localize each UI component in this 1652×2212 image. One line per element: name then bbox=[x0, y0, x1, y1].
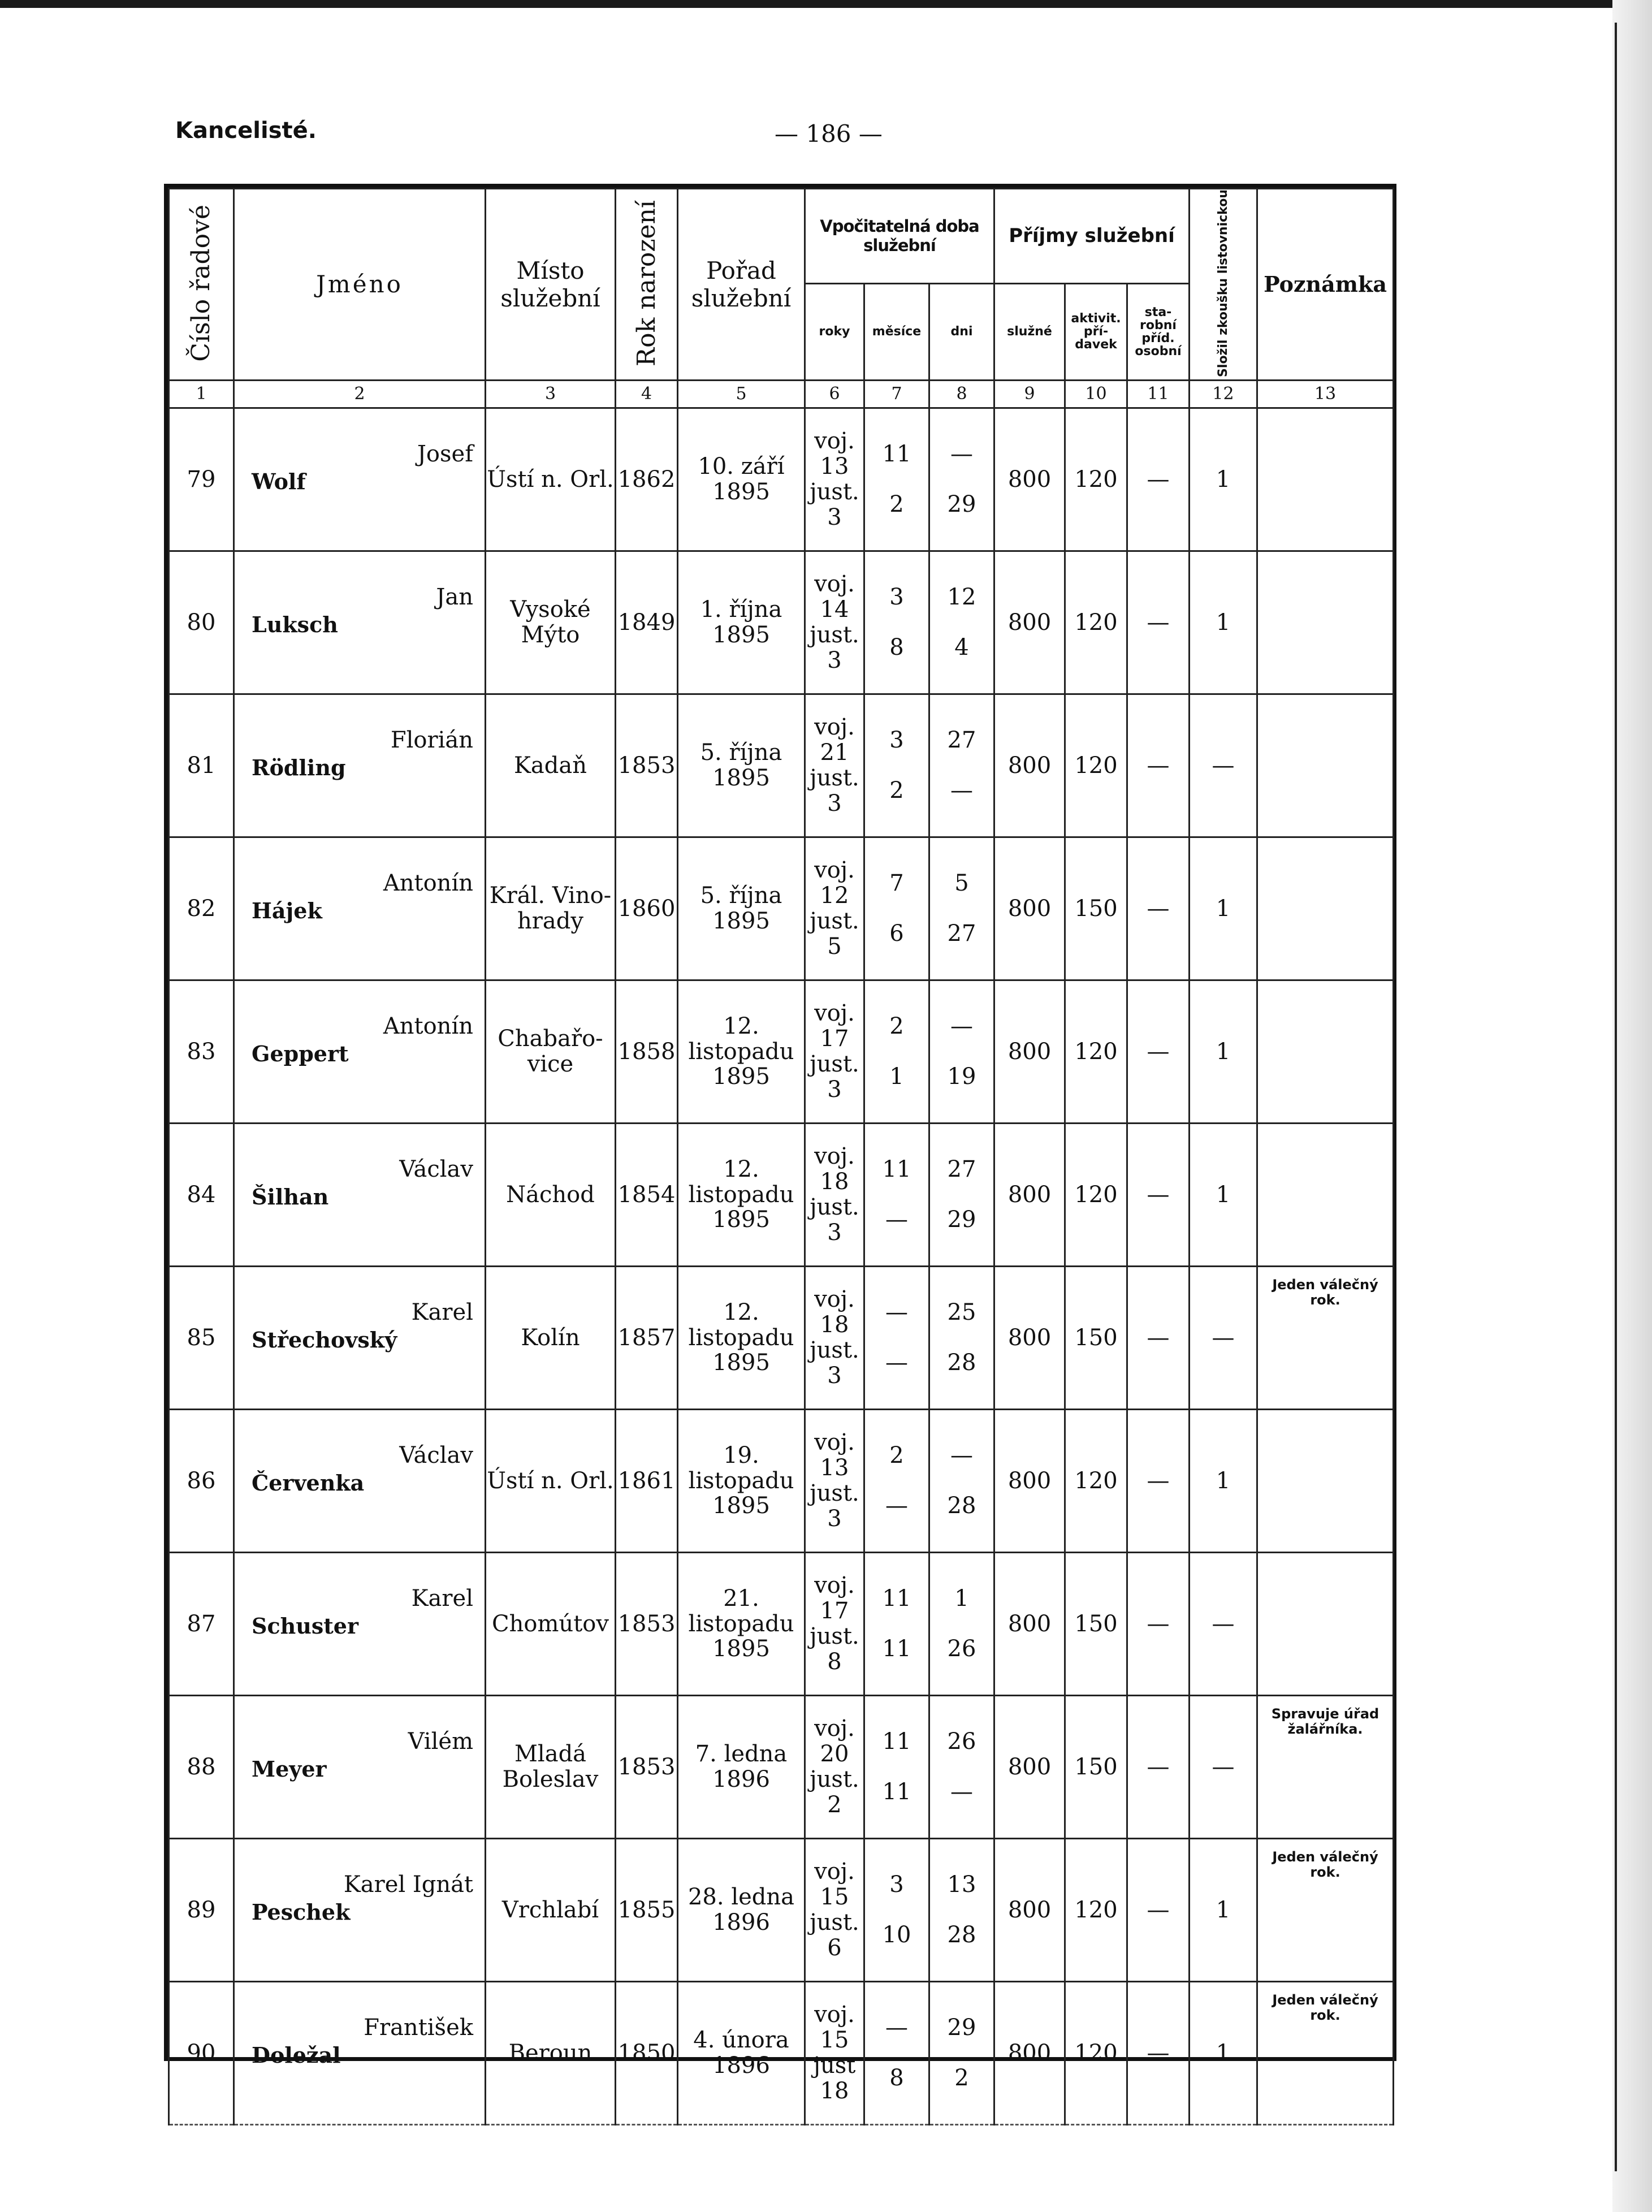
allowance-cell: 120 bbox=[1065, 1838, 1127, 1981]
exam-cell: 1 bbox=[1190, 837, 1257, 980]
salary-cell: 800 bbox=[994, 1552, 1065, 1695]
salary-cell: 800 bbox=[994, 1409, 1065, 1552]
surname: Doležal bbox=[252, 2042, 341, 2068]
surname: Šilhan bbox=[252, 1183, 329, 1209]
table-row bbox=[169, 837, 1394, 980]
note-text: Jeden válečný rok. bbox=[1272, 1848, 1378, 1880]
service-days-cell bbox=[929, 1123, 994, 1266]
header-roky: roky bbox=[805, 283, 864, 380]
name-cell bbox=[234, 980, 486, 1123]
days-justice: 28 bbox=[947, 1492, 976, 1519]
days-military: 12 bbox=[947, 584, 976, 611]
birth-year-cell: 1849 bbox=[616, 551, 678, 694]
name-cell bbox=[234, 694, 486, 837]
salary-cell: 800 bbox=[994, 1695, 1065, 1838]
months-military: 11 bbox=[882, 441, 911, 468]
personal-allowance-cell: — bbox=[1127, 551, 1190, 694]
surname: Hájek bbox=[252, 897, 322, 923]
row-number: 90 bbox=[169, 1981, 234, 2124]
months-military: — bbox=[885, 1299, 908, 1326]
birth-year-cell: 1858 bbox=[616, 980, 678, 1123]
service-months-cell bbox=[864, 1695, 929, 1838]
allowance-cell: 120 bbox=[1065, 1123, 1127, 1266]
table-body bbox=[169, 408, 1394, 2124]
birth-year-cell: 1854 bbox=[616, 1123, 678, 1266]
days-justice: 29 bbox=[947, 1206, 976, 1233]
months-military: 7 bbox=[889, 870, 904, 897]
days-military: 27 bbox=[947, 727, 976, 754]
service-days-cell bbox=[929, 980, 994, 1123]
table-row bbox=[169, 551, 1394, 694]
exam-cell: 1 bbox=[1190, 551, 1257, 694]
given-name: Vilém bbox=[408, 1728, 473, 1755]
header-doba-group: Vpočitatelná doba služební bbox=[805, 189, 994, 284]
row-number: 82 bbox=[169, 837, 234, 980]
note-text: Jeden válečný rok. bbox=[1272, 1276, 1378, 1308]
days-justice: 19 bbox=[947, 1063, 976, 1090]
given-name: Václav bbox=[399, 1442, 473, 1468]
days-military: — bbox=[950, 1013, 973, 1040]
birth-year-cell: 1853 bbox=[616, 694, 678, 837]
service-order-cell: 12. listopadu 1895 bbox=[678, 1123, 805, 1266]
service-years-cell: voj. 21 just. 3 bbox=[805, 694, 864, 837]
surname: Střechovský bbox=[252, 1327, 397, 1353]
service-months-cell bbox=[864, 551, 929, 694]
table-row bbox=[169, 980, 1394, 1123]
birth-year-cell: 1855 bbox=[616, 1838, 678, 1981]
days-justice: 29 bbox=[947, 491, 976, 517]
salary-cell: 800 bbox=[994, 1981, 1065, 2124]
service-months-cell bbox=[864, 408, 929, 551]
row-number: 89 bbox=[169, 1838, 234, 1981]
header-poznamka: Poznámka bbox=[1257, 189, 1394, 381]
salary-cell: 800 bbox=[994, 694, 1065, 837]
place-cell: Ústí n. Orl. bbox=[486, 1409, 616, 1552]
note-cell bbox=[1257, 980, 1394, 1123]
allowance-cell: 150 bbox=[1065, 837, 1127, 980]
column-number: 12 bbox=[1190, 380, 1257, 408]
service-years-cell: voj. 12 just. 5 bbox=[805, 837, 864, 980]
months-military: 11 bbox=[882, 1156, 911, 1183]
personal-allowance-cell: — bbox=[1127, 837, 1190, 980]
service-days-cell bbox=[929, 1552, 994, 1695]
surname: Luksch bbox=[252, 611, 338, 637]
months-justice: 11 bbox=[882, 1778, 911, 1805]
staff-table bbox=[168, 188, 1394, 2125]
months-justice: 1 bbox=[889, 1063, 904, 1090]
salary-cell: 800 bbox=[994, 551, 1065, 694]
salary-cell: 800 bbox=[994, 408, 1065, 551]
service-years-cell: voj. 18 just. 3 bbox=[805, 1266, 864, 1409]
salary-cell: 800 bbox=[994, 1838, 1065, 1981]
header-sluzne: služné bbox=[994, 283, 1065, 380]
given-name: Antonín bbox=[383, 1013, 473, 1039]
surname: Červenka bbox=[252, 1470, 365, 1496]
service-years-cell: voj. 13 just. 3 bbox=[805, 1409, 864, 1552]
column-number: 8 bbox=[929, 380, 994, 408]
service-months-cell bbox=[864, 980, 929, 1123]
surname: Peschek bbox=[252, 1899, 351, 1925]
months-military: 2 bbox=[889, 1442, 904, 1469]
personal-allowance-cell: — bbox=[1127, 1981, 1190, 2124]
column-number: 9 bbox=[994, 380, 1065, 408]
header-aktivni: aktivit. pří- davek bbox=[1065, 283, 1127, 380]
birth-year-cell: 1862 bbox=[616, 408, 678, 551]
scan-edge-right bbox=[1612, 0, 1652, 2212]
name-cell bbox=[234, 1409, 486, 1552]
months-military: 3 bbox=[889, 584, 904, 611]
service-days-cell bbox=[929, 1981, 994, 2124]
name-cell bbox=[234, 1695, 486, 1838]
days-justice: 28 bbox=[947, 1921, 976, 1948]
service-months-cell bbox=[864, 1838, 929, 1981]
table-row bbox=[169, 1981, 1394, 2124]
service-days-cell bbox=[929, 694, 994, 837]
allowance-cell: 120 bbox=[1065, 1981, 1127, 2124]
table-row bbox=[169, 1409, 1394, 1552]
days-justice: 2 bbox=[954, 2064, 969, 2091]
column-number: 11 bbox=[1127, 380, 1190, 408]
months-justice: 10 bbox=[882, 1921, 911, 1948]
row-number: 79 bbox=[169, 408, 234, 551]
surname: Meyer bbox=[252, 1756, 327, 1782]
exam-cell: — bbox=[1190, 1552, 1257, 1695]
personal-allowance-cell: — bbox=[1127, 1695, 1190, 1838]
exam-cell: 1 bbox=[1190, 408, 1257, 551]
personal-allowance-cell: — bbox=[1127, 1552, 1190, 1695]
note-cell bbox=[1257, 1552, 1394, 1695]
row-number: 83 bbox=[169, 980, 234, 1123]
service-months-cell bbox=[864, 1409, 929, 1552]
allowance-cell: 120 bbox=[1065, 551, 1127, 694]
service-years-cell: voj. 15 just. 6 bbox=[805, 1838, 864, 1981]
allowance-cell: 150 bbox=[1065, 1552, 1127, 1695]
months-military: 2 bbox=[889, 1013, 904, 1040]
note-cell bbox=[1257, 1981, 1394, 2124]
name-cell bbox=[234, 1981, 486, 2124]
header-starobni: sta- robní příd. osobní bbox=[1127, 283, 1190, 380]
days-military: — bbox=[950, 441, 973, 468]
allowance-cell: 120 bbox=[1065, 694, 1127, 837]
days-justice: 26 bbox=[947, 1635, 976, 1662]
service-order-cell: 19. listopadu 1895 bbox=[678, 1409, 805, 1552]
days-military: 26 bbox=[947, 1729, 976, 1755]
surname: Wolf bbox=[252, 468, 306, 494]
service-years-cell: voj. 20 just. 2 bbox=[805, 1695, 864, 1838]
exam-cell: — bbox=[1190, 1266, 1257, 1409]
months-justice: 2 bbox=[889, 777, 904, 803]
place-cell: Náchod bbox=[486, 1123, 616, 1266]
column-number: 10 bbox=[1065, 380, 1127, 408]
exam-cell: — bbox=[1190, 1695, 1257, 1838]
service-months-cell bbox=[864, 694, 929, 837]
service-years-cell: voj. 14 just. 3 bbox=[805, 551, 864, 694]
exam-cell: — bbox=[1190, 694, 1257, 837]
row-number: 85 bbox=[169, 1266, 234, 1409]
exam-cell: 1 bbox=[1190, 1981, 1257, 2124]
months-military: — bbox=[885, 2015, 908, 2041]
days-justice: 28 bbox=[947, 1349, 976, 1376]
service-months-cell bbox=[864, 837, 929, 980]
months-military: 11 bbox=[882, 1729, 911, 1755]
column-number: 13 bbox=[1257, 380, 1394, 408]
service-order-cell: 4. února 1896 bbox=[678, 1981, 805, 2124]
header-misto: Místo služební bbox=[486, 189, 616, 381]
given-name: Josef bbox=[417, 440, 473, 467]
place-cell: Vrchlabí bbox=[486, 1838, 616, 1981]
days-military: 29 bbox=[947, 2015, 976, 2041]
months-justice: 8 bbox=[889, 2064, 904, 2091]
service-days-cell bbox=[929, 1266, 994, 1409]
note-cell bbox=[1257, 837, 1394, 980]
given-name: Florián bbox=[390, 727, 473, 753]
header-porad: Pořad služební bbox=[678, 189, 805, 381]
allowance-cell: 120 bbox=[1065, 980, 1127, 1123]
days-military: 1 bbox=[954, 1585, 969, 1612]
months-military: 3 bbox=[889, 727, 904, 754]
birth-year-cell: 1857 bbox=[616, 1266, 678, 1409]
service-years-cell: voj. 17 just. 3 bbox=[805, 980, 864, 1123]
place-cell: Vysoké Mýto bbox=[486, 551, 616, 694]
row-number: 81 bbox=[169, 694, 234, 837]
table-row bbox=[169, 1266, 1394, 1409]
row-number: 84 bbox=[169, 1123, 234, 1266]
service-years-cell: voj. 13 just. 3 bbox=[805, 408, 864, 551]
column-number: 7 bbox=[864, 380, 929, 408]
allowance-cell: 150 bbox=[1065, 1266, 1127, 1409]
birth-year-cell: 1860 bbox=[616, 837, 678, 980]
column-number: 3 bbox=[486, 380, 616, 408]
service-days-cell bbox=[929, 1409, 994, 1552]
table-row bbox=[169, 1695, 1394, 1838]
given-name: Václav bbox=[399, 1156, 473, 1182]
months-justice: — bbox=[885, 1492, 908, 1519]
salary-cell: 800 bbox=[994, 980, 1065, 1123]
row-number: 80 bbox=[169, 551, 234, 694]
given-name: Antonín bbox=[383, 870, 473, 896]
days-justice: 4 bbox=[954, 634, 969, 660]
table-row bbox=[169, 694, 1394, 837]
surname: Geppert bbox=[252, 1040, 349, 1066]
header-prijmy-group: Příjmy služební bbox=[994, 189, 1190, 284]
place-cell: Kolín bbox=[486, 1266, 616, 1409]
days-military: 27 bbox=[947, 1156, 976, 1183]
service-months-cell bbox=[864, 1981, 929, 2124]
exam-cell: 1 bbox=[1190, 1409, 1257, 1552]
salary-cell: 800 bbox=[994, 1266, 1065, 1409]
row-number: 88 bbox=[169, 1695, 234, 1838]
page-number: — 186 — bbox=[775, 120, 883, 148]
months-justice: — bbox=[885, 1349, 908, 1376]
table-row bbox=[169, 408, 1394, 551]
service-months-cell bbox=[864, 1123, 929, 1266]
name-cell bbox=[234, 1838, 486, 1981]
service-days-cell bbox=[929, 1695, 994, 1838]
service-days-cell bbox=[929, 837, 994, 980]
days-military: 5 bbox=[954, 870, 969, 897]
place-cell: Beroun bbox=[486, 1981, 616, 2124]
exam-cell: 1 bbox=[1190, 1123, 1257, 1266]
days-justice: — bbox=[950, 777, 973, 803]
place-cell: Mladá Boleslav bbox=[486, 1695, 616, 1838]
given-name: Karel bbox=[411, 1585, 473, 1612]
allowance-cell: 120 bbox=[1065, 1409, 1127, 1552]
service-order-cell: 7. ledna 1896 bbox=[678, 1695, 805, 1838]
note-cell bbox=[1257, 694, 1394, 837]
note-cell bbox=[1257, 408, 1394, 551]
note-cell bbox=[1257, 1266, 1394, 1409]
name-cell bbox=[234, 408, 486, 551]
service-order-cell: 1. října 1895 bbox=[678, 551, 805, 694]
service-order-cell: 28. ledna 1896 bbox=[678, 1838, 805, 1981]
header-cislo: Číslo řadové bbox=[169, 189, 234, 381]
allowance-cell: 150 bbox=[1065, 1695, 1127, 1838]
days-military: — bbox=[950, 1442, 973, 1469]
scan-edge-line bbox=[1615, 23, 1617, 2171]
column-number: 2 bbox=[234, 380, 486, 408]
months-justice: 2 bbox=[889, 491, 904, 517]
exam-cell: 1 bbox=[1190, 1838, 1257, 1981]
months-justice: 11 bbox=[882, 1635, 911, 1662]
service-order-cell: 12. listopadu 1895 bbox=[678, 980, 805, 1123]
scan-edge-top bbox=[0, 0, 1652, 8]
service-months-cell bbox=[864, 1266, 929, 1409]
note-text: Jeden válečný rok. bbox=[1272, 1991, 1378, 2023]
surname: Schuster bbox=[252, 1613, 358, 1639]
service-order-cell: 12. listopadu 1895 bbox=[678, 1266, 805, 1409]
column-number: 6 bbox=[805, 380, 864, 408]
header-mesice: měsíce bbox=[864, 283, 929, 380]
place-cell: Ústí n. Orl. bbox=[486, 408, 616, 551]
months-military: 11 bbox=[882, 1585, 911, 1612]
header-rok: Rok narození bbox=[616, 189, 678, 381]
days-justice: — bbox=[950, 1778, 973, 1805]
given-name: Karel bbox=[411, 1299, 473, 1325]
personal-allowance-cell: — bbox=[1127, 1838, 1190, 1981]
header-jmeno: Jméno bbox=[234, 189, 486, 381]
salary-cell: 800 bbox=[994, 837, 1065, 980]
months-justice: — bbox=[885, 1206, 908, 1233]
salary-cell: 800 bbox=[994, 1123, 1065, 1266]
name-cell bbox=[234, 837, 486, 980]
service-order-cell: 10. září 1895 bbox=[678, 408, 805, 551]
note-cell bbox=[1257, 1838, 1394, 1981]
service-years-cell: voj. 17 just. 8 bbox=[805, 1552, 864, 1695]
note-text: Spravuje úřad žalářníka. bbox=[1271, 1705, 1379, 1737]
birth-year-cell: 1853 bbox=[616, 1695, 678, 1838]
place-cell: Kadaň bbox=[486, 694, 616, 837]
name-cell bbox=[234, 551, 486, 694]
service-days-cell bbox=[929, 408, 994, 551]
service-days-cell bbox=[929, 551, 994, 694]
days-justice: 27 bbox=[947, 920, 976, 947]
service-days-cell bbox=[929, 1838, 994, 1981]
exam-cell: 1 bbox=[1190, 980, 1257, 1123]
column-number: 5 bbox=[678, 380, 805, 408]
table-row bbox=[169, 1552, 1394, 1695]
service-years-cell: voj. 15 just 18 bbox=[805, 1981, 864, 2124]
months-justice: 8 bbox=[889, 634, 904, 660]
birth-year-cell: 1861 bbox=[616, 1409, 678, 1552]
note-cell bbox=[1257, 1695, 1394, 1838]
personal-allowance-cell: — bbox=[1127, 1409, 1190, 1552]
months-military: 3 bbox=[889, 1872, 904, 1898]
service-months-cell bbox=[864, 1552, 929, 1695]
service-order-cell: 5. října 1895 bbox=[678, 694, 805, 837]
personal-allowance-cell: — bbox=[1127, 1123, 1190, 1266]
row-number: 87 bbox=[169, 1552, 234, 1695]
place-cell: Chabařo- vice bbox=[486, 980, 616, 1123]
place-cell: Chomútov bbox=[486, 1552, 616, 1695]
column-number: 1 bbox=[169, 380, 234, 408]
given-name: Jan bbox=[436, 584, 473, 610]
personal-allowance-cell: — bbox=[1127, 1266, 1190, 1409]
name-cell bbox=[234, 1123, 486, 1266]
section-title: Kancelisté. bbox=[175, 118, 317, 144]
note-cell bbox=[1257, 1409, 1394, 1552]
allowance-cell: 120 bbox=[1065, 408, 1127, 551]
surname: Rödling bbox=[252, 754, 346, 780]
row-number: 86 bbox=[169, 1409, 234, 1552]
place-cell: Král. Vino- hrady bbox=[486, 837, 616, 980]
months-justice: 6 bbox=[889, 920, 904, 947]
table-row bbox=[169, 1838, 1394, 1981]
birth-year-cell: 1850 bbox=[616, 1981, 678, 2124]
days-military: 13 bbox=[947, 1872, 976, 1898]
header-zkouska: Složil zkoušku listovnickou bbox=[1190, 189, 1257, 381]
name-cell bbox=[234, 1552, 486, 1695]
service-years-cell: voj. 18 just. 3 bbox=[805, 1123, 864, 1266]
column-number: 4 bbox=[616, 380, 678, 408]
personal-allowance-cell: — bbox=[1127, 694, 1190, 837]
header-dni: dni bbox=[929, 283, 994, 380]
given-name: František bbox=[364, 2014, 473, 2041]
note-cell bbox=[1257, 551, 1394, 694]
given-name: Karel Ignát bbox=[343, 1871, 473, 1898]
birth-year-cell: 1853 bbox=[616, 1552, 678, 1695]
service-order-cell: 21. listopadu 1895 bbox=[678, 1552, 805, 1695]
days-military: 25 bbox=[947, 1299, 976, 1326]
name-cell bbox=[234, 1266, 486, 1409]
personal-allowance-cell: — bbox=[1127, 408, 1190, 551]
table-row bbox=[169, 1123, 1394, 1266]
service-order-cell: 5. října 1895 bbox=[678, 837, 805, 980]
note-cell bbox=[1257, 1123, 1394, 1266]
personal-allowance-cell: — bbox=[1127, 980, 1190, 1123]
